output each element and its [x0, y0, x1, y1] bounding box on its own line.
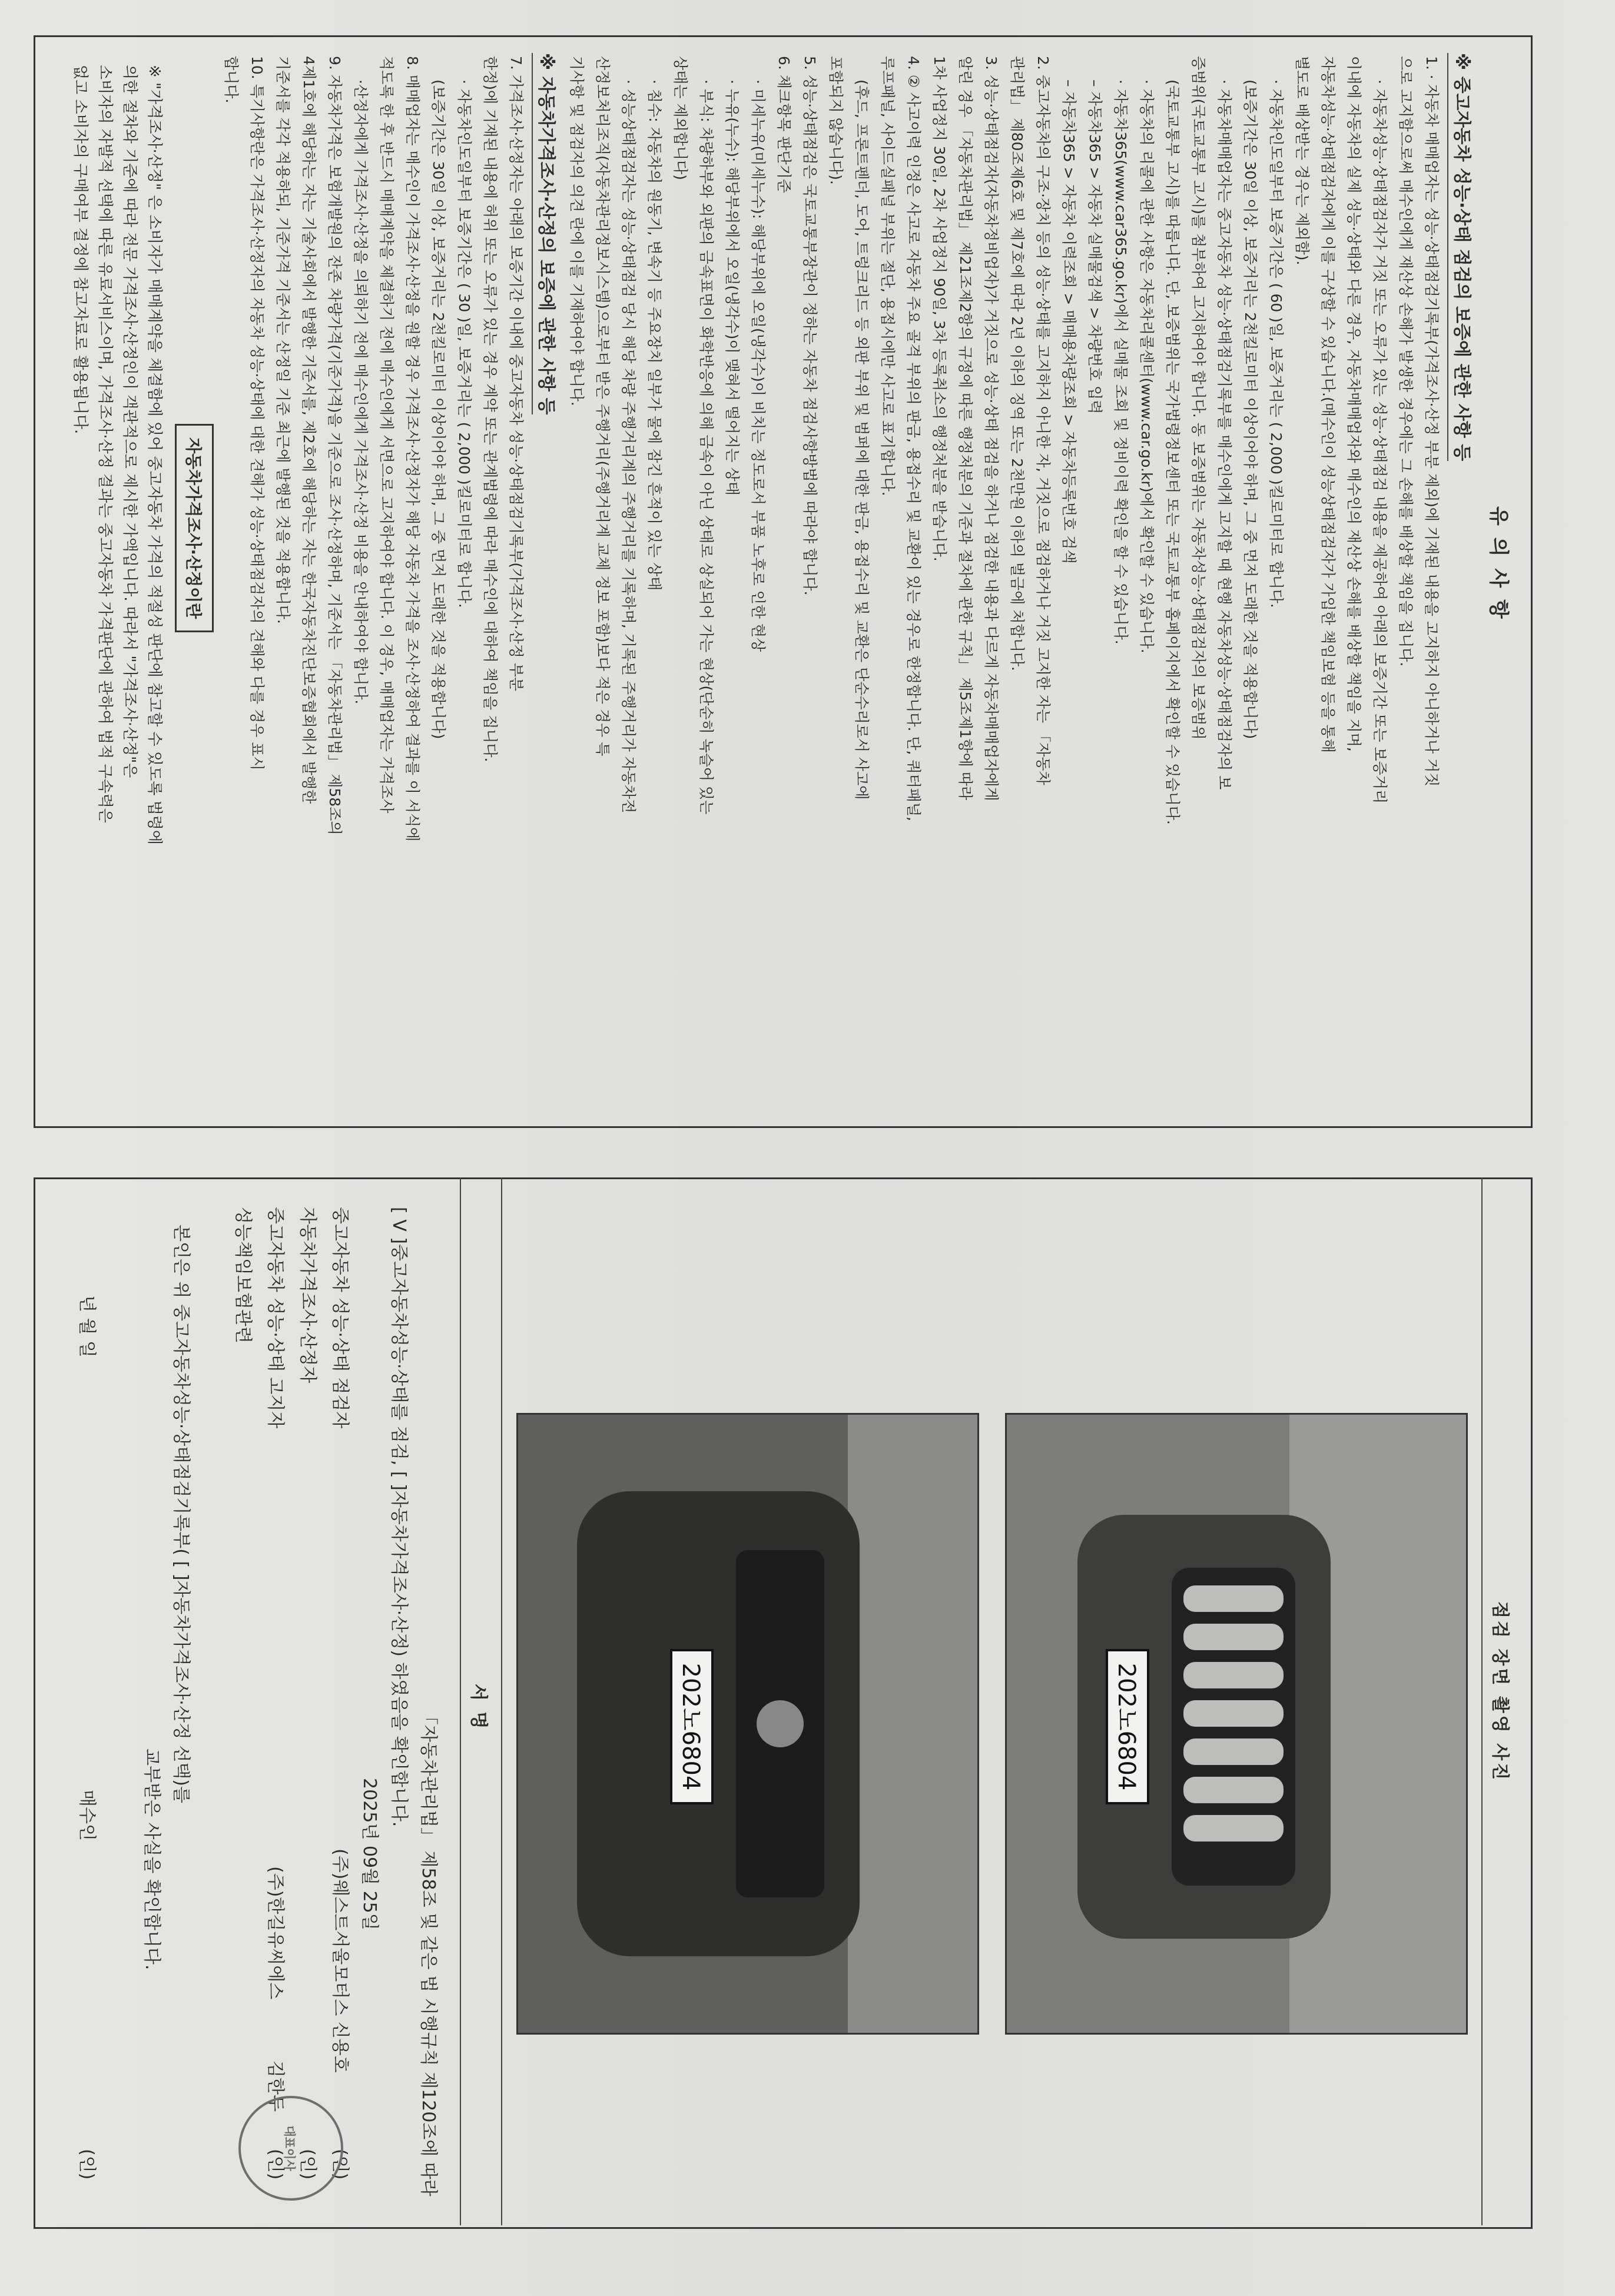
notice-line: 2. 중고자동차의 구조·장치 등의 성능·상태를 고지하지 아니한 자, 거짓으로 점검하거나 거짓 고지한 자는 「자동차: [1034, 56, 1052, 785]
notice-line: · 자동차인도일부터 보증기간은 ( 60 )일, 보증거리는 ( 2,000 )킬로미터로 합니다.: [1268, 79, 1285, 608]
notice-line: 1차 사업정지 30일, 2차 사업정지 90일, 3차 등록취소의 행정처분을 받습니다.: [931, 56, 948, 562]
sign-intro: 「자동차관리법」 제58조 및 같은 법 시행규칙 제120조에 따라: [418, 1707, 439, 2197]
notice-line: 5. 성능·상태점검은 국토교통부장관이 정하는 자동차 점검사항방법에 따라야 합니다.: [801, 56, 818, 596]
notice-line: 으로 고지함으로써 매수인에게 재산상 손해가 발생한 경우에는 그 손해를 배상할 책임을 집니다.: [1397, 56, 1414, 667]
notice-line: 별도로 배상받는 경우는 제외함).: [1294, 56, 1311, 266]
buyer-sign: (인): [77, 2149, 97, 2180]
footnote-line: 의한 절차와 기준에 따라 전문 가격조사·산정인이 객관적으로 제시한 가액입니다. 따라서 "가격조사·산정"은: [121, 65, 138, 778]
rear-plate-text: 202노6804: [677, 1663, 704, 1791]
notifier-sign: (인): [265, 2149, 286, 2180]
notice-line: 한정)에 기재된 내용에 허위 또는 오류가 있는 경우 계약 또는 관계법령에 따라 매수인에 대하여 책임을 집니다.: [482, 56, 499, 762]
sign-header-rule-top: [501, 1177, 502, 2225]
front-plate-text: 202노6804: [1113, 1663, 1140, 1791]
rear-photo-image: [518, 1415, 977, 2033]
final-date: 년 월 일: [77, 1295, 97, 1358]
notice-line: · 누유(누수): 해당부위에서 오일(냉각수)이 맺혀서 떨어지는 상태: [724, 79, 741, 496]
notice-line: 10. 특기사항란은 가격조사·산정자의 자동차 성능·상태에 대한 견해가 성능·상태점검자의 견해와 다를 경우 표시: [248, 56, 266, 771]
notice-line: 4. ② 사고이력 인정은 사고로 자동차 주요 골격 부위의 판금, 용접수리 및 교환이 있는 경우로 한정합니다. 단, 쿼터패널,: [905, 56, 922, 821]
company-seal-stamp: [238, 2096, 343, 2201]
sign-date: 2025년 09월 25일: [359, 1778, 380, 1930]
notice-line: 합니다.: [223, 56, 240, 104]
notifier-name: 김한두: [265, 2061, 286, 2112]
notice-line: · 자동차인도일부터 보증기간은 ( 30 )일, 보증거리는 ( 2,000 )킬로미터로 합니다.: [456, 79, 473, 608]
sign-check: [ V ]중고자동차성능·상태를 점검, [ ]자동차가격조사·산정) 하였음을 확인합니다.: [389, 1207, 409, 1827]
photo-header-rule: [1481, 1177, 1483, 2225]
notice-line: 알린 경우 「자동차관리법」 제21조제2항의 규정에 따른 행정처분의 기준과 절차에 관한 규칙」 제5조제1항에 따라: [957, 56, 974, 801]
notice-line: 포함되지 않습니다).: [827, 56, 844, 185]
notice-line: 1. · 자동차 매매업자는 성능·상태점검기록부(가격조사·산정 부분 제외)에 기재된 내용을 고지하지 아니하거나 거짓: [1423, 56, 1440, 787]
notice-line: – 자동차365 > 자동차 이력조회 > 매매용차량조회 > 자동차등록번호 검색: [1060, 79, 1077, 564]
confirm-line-2: 교부받은 사실을 확인합니다.: [141, 1748, 162, 1970]
sign-header: 서 명: [468, 1684, 489, 1731]
notice-line: · 자동차의 리콜에 관한 사항은 자동차리콜센터(www.car.go.kr)에서 확인할 수 있습니다.: [1138, 79, 1155, 653]
notice-line: · 자동차성능·상태점검자가 거짓 또는 오류가 있는 성능·상태점검 내용을 제공하여 아래의 보증기간 또는 보증거리: [1371, 79, 1388, 804]
sign-header-rule-bottom: [460, 1177, 461, 2225]
notice-line: (보증기간은 30일 이상, 보증거리는 2천킬로미터 이상이어야 하며, 그 중 먼저 도래한 것을 적용합니다): [1242, 79, 1259, 739]
notice-line: 기사항 및 점검자의 의견 란에 이를 기재하여야 합니다.: [568, 56, 585, 406]
notice-line: · 자동차매매업자는 중고자동차 성능·상태점검기록부를 매수인에게 고지할 때 현행 자동차성능·상태점검자의 보: [1216, 79, 1233, 790]
notifier-label: 중고자동차 성능·상태 고지자: [265, 1207, 286, 1429]
appraiser-label: 자동차가격조사·산정자: [297, 1207, 318, 1383]
notice-line: 8. 매매업자는 매수인이 가격조사·산정을 원할 경우 가격조사·산정자가 해당 자동차 가격을 조사·산정하여 결과를 이 서식에: [404, 56, 421, 842]
notice-line: 관리법」 제80조제6호 및 제7호에 따라 2년 이하의 징역 또는 2천만원 이하의 벌금에 처합니다.: [1009, 56, 1026, 671]
notice-title: 유 의 사 항: [1487, 506, 1510, 621]
notice-line: 증범위(국토교통부 고시)를 첨부하여 고지하여야 합니다. 동 보증범위는 자동차성능·상태점검자의 보증범위: [1190, 56, 1207, 740]
notice-line: · 부식: 차량하부와 외판의 금속표면이 화학반응에 의해 금속이 아닌 상태로 상실되어 가는 현상(단순히 녹슬어 있는: [698, 79, 715, 815]
inspector-sign: (인): [330, 2149, 350, 2180]
section2-list: [218, 56, 529, 1110]
notifier-company: (주)한길유씨에스: [265, 1866, 286, 2000]
section1-list: [563, 56, 1444, 1110]
insurance-label: 성능책임보험관련: [233, 1207, 253, 1343]
photo-header: 점검 장면 촬영 사진: [1490, 1601, 1510, 1783]
notice-line: · 침수: 자동차의 원동기, 변속기 등 주요장치 일부가 물에 잠긴 흔적이 있는 상태: [646, 79, 663, 591]
notice-line: – 자동차365 > 자동차 실매물검색 > 차량번호 입력: [1086, 79, 1103, 414]
notice-line: 상태는 제외합니다): [672, 56, 689, 180]
inspector-company: (주)웨스트서울모터스 신용호: [330, 1849, 350, 2073]
footnote-line: 없고 소비자의 구매여부 결정에 참고자료로 활용됩니다.: [71, 65, 89, 434]
section1-title: ※ 중고자동차 성능·상태 점검의 보증에 관한 사항 등: [1447, 53, 1477, 461]
notice-line: 6. 체크항목 판단기준: [775, 56, 792, 193]
notice-line: 자동차성능·상태점검자에게 이를 구상할 수 있습니다.(매수인이 성능상태점검자가 가입한 책임보험 등을 통해: [1319, 56, 1337, 753]
footnote-line: ※ "가격조사·산정" 은 소비자가 매매계약을 체결함에 있어 중고자동차 가격의 적절성 판단에 참고할 수 있도록 법령에: [145, 65, 163, 845]
notice-line: 7. 가격조사·산정자는 아래의 보증기간 이내에 중고자동차 성능·상태점검기록부(가격조사·산정 부분: [508, 56, 525, 692]
inspector-label: 중고자동차 성능·상태 점검자: [330, 1207, 350, 1429]
notice-line: (후드, 프론트펜더, 도어, 트렁크리드 등 외판 부위 및 범퍼에 대한 판금, 용접수리 및 교환은 단순수리로서 사고에: [853, 79, 870, 800]
notice-line: (국토교통부 고시)를 따릅니다. 단, 보증범위는 국가법령정보센터 또는 국토교통부 홈페이지에서 확인할 수 있습니다.: [1164, 79, 1181, 825]
section2-title: ※ 자동차가격조사·산정의 보증에 관한 사항 등: [532, 53, 561, 414]
notice-line: 루프패널, 사이드실패널 부위는 절단, 용접시에만 사고로 표기합니다.: [879, 56, 896, 496]
notice-line: 9. 자동차가격은 보험개발원의 잔존 차량가격(기준가격)을 기준으로 조사·산정하며, 기준서는 「자동차관리법」 제58조의: [326, 56, 343, 835]
confirm-line-1: 본인은 위 중고자동차성능·상태점검기록부( [ ]자동차가격조사·산정 선택)를: [171, 1225, 191, 1803]
notice-line: 3. 성능·상태점검자(자동차정비업자)가 거짓으로 성능·상태 점검을 하거나 점검한 내용과 다르게 자동차매매업자에게: [983, 56, 1000, 801]
seal-text: 대표이사: [283, 2125, 297, 2171]
rear-photo: [516, 1413, 979, 2035]
notice-line: 이내에 자동차의 실제 성능·상태와 다른 경우, 자동차매매업자와 매수인의 재산상 손해를 배상할 책임을 지며,: [1345, 56, 1362, 752]
footnote: [68, 65, 167, 1066]
notice-line: · 자동차365(www.car365.go.kr)에서 실매물 조회 및 정비이력 확인을 할 수 있습니다.: [1112, 79, 1129, 645]
notice-line: ·산정자에게 가격조사·산정을 의뢰하기 전에 매수인에게 가격조사·산정 비용을 안내하여야 합니다.: [352, 79, 369, 705]
notice-line: 산정보처리조직(자동차관리정보시스템)으로부터 받은 주행거리(주행거리계 교체 정보 포함)보다 적은 경우 특: [594, 56, 611, 757]
notice-line: (보증기간은 30일 이상, 보증거리는 2천킬로미터 이상이어야 하며, 그 중 먼저 도래한 것을 적용합니다): [430, 79, 447, 739]
footnote-line: 소비자의 자발적 선택에 따른 유료서비스이며, 가격조사·산정 결과는 중고자동차 가격판단에 관하여 법적 구속력은: [96, 65, 114, 823]
price-definition-box: 자동차가격조사·산정이란: [175, 424, 214, 632]
notice-line: 기준서를 각각 적용하되, 기준가격 기준서는 산정일 기준 최근에 발행된 것을 적용합니다.: [274, 56, 291, 624]
notice-line: · 미세누유(미세누수): 해당부위에 오일(냉각수)이 비치는 정도로서 부품 노후로 인한 현상: [750, 79, 767, 652]
notice-line: 적도록 한 후 반드시 매매계약을 체결하기 전에 매수인에게 서면으로 고지하여야 합니다. 이 경우, 매매업자는 가격조사: [378, 56, 395, 814]
appraiser-sign: (인): [297, 2149, 318, 2180]
buyer-label: 매수인: [77, 1790, 97, 1841]
notice-line: 4제1호에 해당하는 자는 기술사회에서 발행한 기준서를, 제2호에 해당하는 자는 한국자동차진단보증협회에서 발행한: [300, 56, 317, 804]
front-photo-image: [1007, 1415, 1466, 2033]
notice-line: · 성능상태점검자는 성능·상태점검 당시 해당 차량 주행거리계의 주행거리를 기록하며, 기록된 주행거리가 자동차전: [620, 79, 637, 814]
front-photo: [1005, 1413, 1468, 2035]
